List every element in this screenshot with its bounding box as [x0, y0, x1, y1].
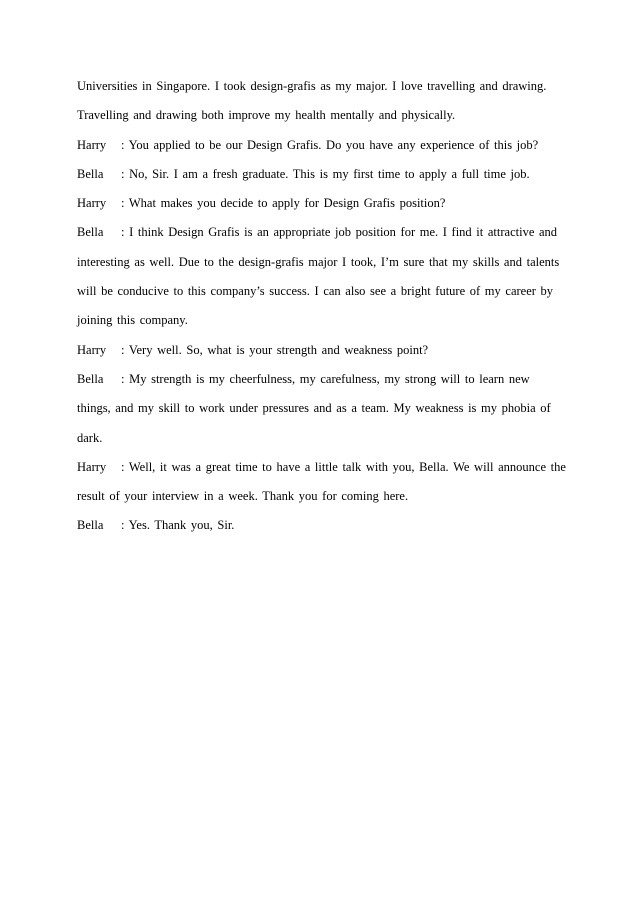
- dialogue-line: [77, 189, 567, 218]
- text-line: [77, 277, 567, 306]
- line-text: : What makes you decide to apply for Design Grafis position?: [121, 196, 446, 211]
- speaker-name: Bella: [77, 225, 104, 240]
- speaker-name: Harry: [77, 196, 107, 211]
- dialogue-line: [77, 336, 567, 365]
- text-line: [77, 248, 567, 277]
- line-text: things, and my skill to work under pressures and as a team. My weakness is my phobia of: [77, 401, 551, 416]
- text-line: [77, 394, 567, 423]
- text-line: [77, 101, 567, 130]
- dialogue-line: [77, 511, 567, 540]
- line-text: : Very well. So, what is your strength and weakness point?: [121, 342, 429, 357]
- line-text: will be conducive to this company’s success. I can also see a bright future of my career by: [77, 284, 554, 299]
- dialogue-line: [77, 160, 567, 189]
- line-text: dark.: [77, 430, 103, 445]
- line-text: : Well, it was a great time to have a little talk with you, Bella. We will announce the: [121, 459, 566, 474]
- dialogue-text: [77, 72, 567, 541]
- line-text: : You applied to be our Design Grafis. Do you have any experience of this job?: [121, 137, 539, 152]
- line-text: result of your interview in a week. Thank you for coming here.: [77, 489, 409, 504]
- line-text: interesting as well. Due to the design-grafis major I took, I’m sure that my skills and talents: [77, 254, 560, 269]
- dialogue-line: [77, 131, 567, 160]
- dialogue-line: [77, 365, 567, 394]
- line-text: Universities in Singapore. I took design-grafis as my major. I love travelling and drawing.: [77, 79, 547, 93]
- speaker-name: Harry: [77, 342, 107, 357]
- speaker-name: Bella: [77, 371, 104, 386]
- line-text: : Yes. Thank you, Sir.: [121, 518, 235, 533]
- line-text: Travelling and drawing both improve my health mentally and physically.: [77, 108, 456, 123]
- dialogue-line: [77, 218, 567, 247]
- speaker-name: Harry: [77, 137, 107, 152]
- dialogue-line: [77, 453, 567, 482]
- speaker-name: Bella: [77, 166, 104, 181]
- text-line: [77, 72, 567, 101]
- text-line: [77, 482, 567, 511]
- line-text: : My strength is my cheerfulness, my carefulness, my strong will to learn new: [121, 371, 530, 386]
- text-line: [77, 424, 567, 453]
- line-text: : No, Sir. I am a fresh graduate. This is my first time to apply a full time job.: [121, 166, 530, 181]
- speaker-name: Harry: [77, 459, 107, 474]
- line-text: : I think Design Grafis is an appropriate job position for me. I find it attractive and: [121, 225, 558, 240]
- speaker-name: Bella: [77, 518, 104, 533]
- text-line: [77, 306, 567, 335]
- line-text: joining this company.: [77, 313, 188, 328]
